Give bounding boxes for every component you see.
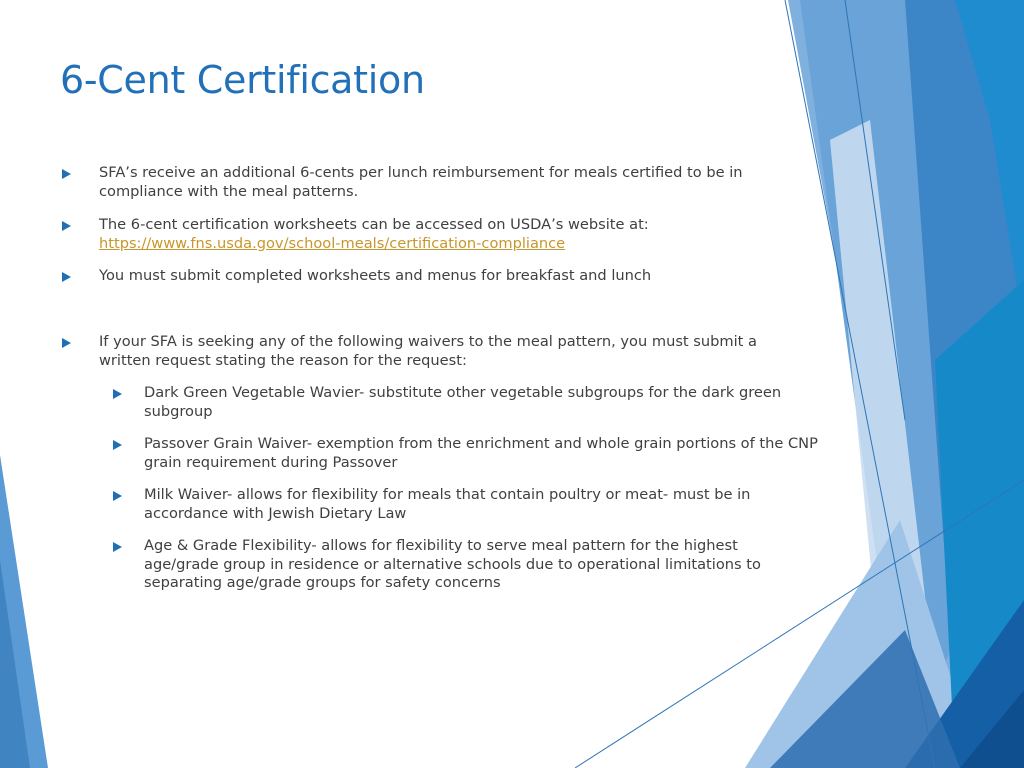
bullet-arrow-icon <box>62 272 71 282</box>
bullet-arrow-icon <box>62 221 71 231</box>
sub-bullet-text: Milk Waiver- allows for flexibility for meals that contain poultry or meat- must be in accordance with Jewish Dietary Law <box>144 486 751 522</box>
usda-certification-link[interactable]: https://www.fns.usda.gov/school-meals/certification-compliance <box>99 234 566 252</box>
bullet-arrow-icon <box>113 491 122 501</box>
bullet-arrow-icon <box>62 169 71 179</box>
bullet-text: The 6-cent certification worksheets can be accessed on USDA’s website at: <box>99 216 649 233</box>
bullet-arrow-icon <box>113 542 122 552</box>
bullet-text: You must submit completed worksheets and menus for breakfast and lunch <box>99 267 652 284</box>
bullet-arrow-icon <box>113 389 122 399</box>
sub-bullet-text: Passover Grain Waiver- exemption from the enrichment and whole grain portions of the CNP grain requirement during Passover <box>144 435 818 471</box>
bullet-arrow-icon <box>62 338 71 348</box>
sub-bullet-text: Dark Green Vegetable Wavier- substitute other vegetable subgroups for the dark green subgroup <box>144 384 782 420</box>
bullet-text-block <box>99 216 789 253</box>
bullet-text: If your SFA is seeking any of the following waivers to the meal pattern, you must submit a written request stating the reason for the request: <box>99 333 757 369</box>
bullet-text: SFA’s receive an additional 6-cents per lunch reimbursement for meals certified to be in compliance with the meal patterns. <box>99 164 743 200</box>
sub-bullet-text: Age & Grade Flexibility- allows for flexibility to serve meal pattern for the highest age/grade group in residence or alternative schools due to operational limitations to separating age/grade groups for safety concerns <box>144 537 761 591</box>
bullet-arrow-icon <box>113 440 122 450</box>
slide-title: 6-Cent Certification <box>60 58 425 102</box>
